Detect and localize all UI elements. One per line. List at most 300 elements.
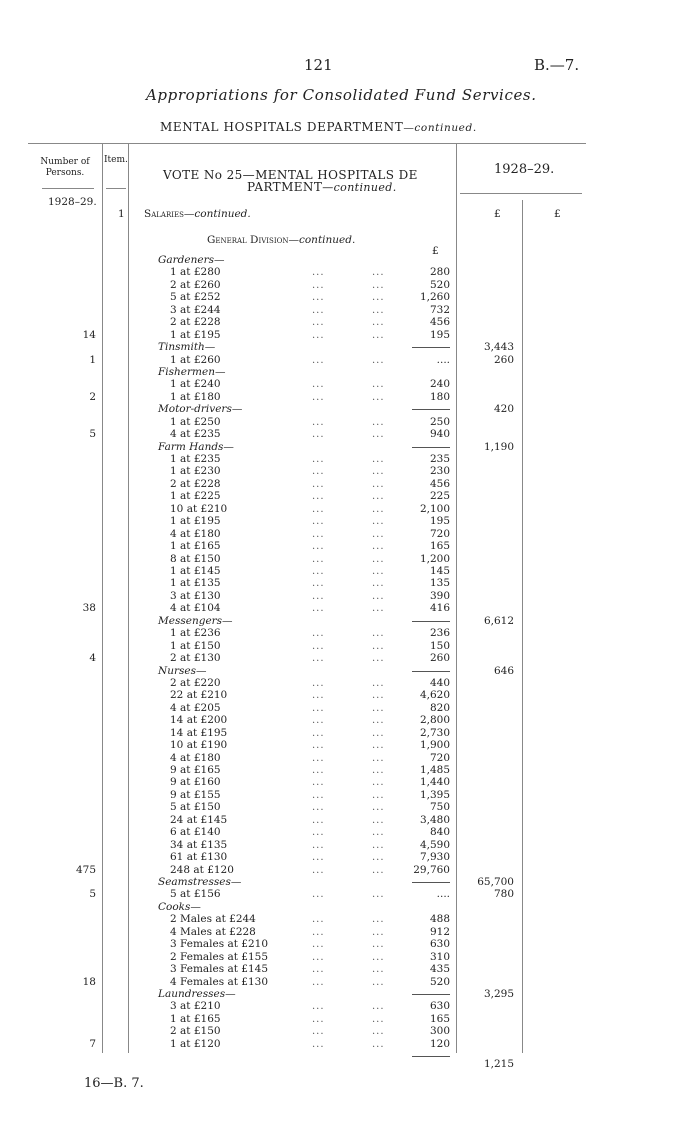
line-amount: 820 — [429, 701, 450, 714]
currency-symbol-column-a: £ — [494, 208, 501, 220]
line-amount: 840 — [429, 826, 450, 839]
line-amount: 225 — [429, 490, 450, 503]
category-row — [0, 988, 700, 1001]
line-amount: 195 — [429, 515, 450, 528]
department-name: MENTAL HOSPITALS DEPARTMENT — [160, 120, 404, 134]
department-continued: —continued. — [403, 122, 477, 134]
rate-label: 14 at £195 — [170, 726, 228, 739]
table-row — [0, 428, 700, 441]
subtotal-rule — [412, 1056, 450, 1057]
column-header-year: 1928–29. — [494, 162, 555, 177]
rate-label: 34 at £135 — [170, 838, 228, 851]
line-amount: 195 — [429, 328, 450, 341]
persons-count: 14 — [82, 328, 96, 341]
line-amount: 1,440 — [419, 776, 450, 789]
subtotal-rule — [412, 994, 450, 995]
rate-label: 2 at £150 — [170, 1025, 221, 1038]
rate-label: 10 at £210 — [170, 502, 228, 515]
group-total: 646 — [493, 664, 514, 677]
group-total: 1,190 — [483, 440, 514, 453]
leader-dots: ... — [372, 1001, 385, 1013]
leader-dots: ... — [372, 926, 385, 938]
line-amount: 630 — [429, 1000, 450, 1013]
category-label: Seamstresses— — [158, 876, 242, 888]
rate-label: 3 at £244 — [170, 303, 221, 316]
table-row — [0, 739, 700, 752]
leader-dots: ... — [312, 292, 325, 304]
leader-dots: ... — [312, 553, 325, 565]
table-row — [0, 1038, 700, 1051]
rate-label: 24 at £145 — [170, 813, 228, 826]
line-amount: 165 — [429, 1012, 450, 1025]
table-row — [0, 839, 700, 852]
category-label: Farm Hands— — [158, 440, 234, 453]
rate-label: 2 Males at £244 — [170, 913, 256, 926]
table-row — [0, 602, 700, 615]
item-number: 1 — [118, 208, 125, 220]
leader-dots: ... — [372, 516, 385, 528]
line-amount: 456 — [429, 477, 450, 490]
leader-dots: ... — [372, 690, 385, 702]
rate-label: 1 at £195 — [170, 515, 221, 528]
leader-dots: ... — [372, 677, 385, 689]
leader-dots: ... — [372, 740, 385, 752]
persons-count: 2 — [89, 390, 96, 403]
leader-dots: ... — [372, 553, 385, 565]
leader-dots: ... — [372, 317, 385, 329]
vote-title-partment: PARTMENT — [247, 180, 323, 194]
line-amount: 940 — [429, 428, 450, 441]
category-row — [0, 441, 700, 454]
leader-dots: ... — [312, 839, 325, 851]
leader-dots: ... — [372, 454, 385, 466]
table-row — [0, 652, 700, 665]
leader-dots: ... — [372, 802, 385, 814]
rate-label: 9 at £165 — [170, 764, 221, 777]
leader-dots: ... — [312, 1026, 325, 1038]
currency-symbol-column-b: £ — [554, 208, 561, 220]
leader-dots: ... — [312, 640, 325, 652]
table-row — [0, 814, 700, 827]
category-row — [0, 366, 700, 379]
salaries-continued: —continued. — [183, 208, 251, 220]
line-amount: 4,620 — [419, 689, 450, 702]
leader-dots: ... — [312, 379, 325, 391]
table-row — [0, 714, 700, 727]
document-reference: B.—7. — [534, 56, 580, 74]
persons-count: 38 — [82, 602, 96, 615]
table-row — [0, 789, 700, 802]
line-amount: 1,200 — [419, 552, 450, 565]
page-footer: 16—B. 7. — [84, 1076, 144, 1091]
table-row — [0, 801, 700, 814]
line-amount: 456 — [429, 316, 450, 329]
table-row — [0, 304, 700, 317]
line-amount: 488 — [429, 913, 450, 926]
table-row — [0, 689, 700, 702]
leader-dots: ... — [312, 354, 325, 366]
line-amount: 1,485 — [419, 764, 450, 777]
category-row — [0, 615, 700, 628]
leader-dots: ... — [312, 1001, 325, 1013]
leader-dots: ... — [372, 491, 385, 503]
persons-count: 5 — [89, 428, 96, 441]
subtotal-rule — [412, 671, 450, 672]
leader-dots: ... — [312, 267, 325, 279]
leader-dots: ... — [312, 752, 325, 764]
leader-dots: ... — [372, 789, 385, 801]
leader-dots: ... — [312, 1038, 325, 1050]
line-amount: 150 — [429, 639, 450, 652]
table-row — [0, 727, 700, 740]
rate-label: 3 at £210 — [170, 1000, 221, 1013]
rate-label: 8 at £150 — [170, 552, 221, 565]
leader-dots: ... — [372, 976, 385, 988]
subtotal-rule — [412, 621, 450, 622]
category-label: Fishermen— — [158, 365, 226, 378]
rate-label: 1 at £235 — [170, 453, 221, 466]
table-row — [0, 627, 700, 640]
table-row — [0, 279, 700, 292]
leader-dots: ... — [312, 503, 325, 515]
category-row — [0, 665, 700, 678]
leader-dots: ... — [312, 814, 325, 826]
rate-label: 2 at £228 — [170, 316, 221, 329]
rate-label: 248 at £120 — [170, 863, 234, 876]
leader-dots: ... — [312, 590, 325, 602]
line-amount: 4,590 — [419, 838, 450, 851]
category-row — [0, 254, 700, 267]
group-total: 780 — [493, 888, 514, 901]
subtotal-rule — [412, 347, 450, 348]
rate-label: 10 at £190 — [170, 739, 228, 752]
rate-label: 1 at £145 — [170, 565, 221, 577]
category-row — [0, 341, 700, 354]
table-row — [0, 677, 700, 690]
rate-label: 1 at £280 — [170, 266, 221, 279]
line-amount: 145 — [429, 565, 450, 577]
leader-dots: ... — [312, 478, 325, 490]
leader-dots: ... — [372, 951, 385, 963]
line-amount: .... — [436, 888, 450, 901]
persons-count: 5 — [89, 888, 96, 901]
rate-label: 3 at £130 — [170, 589, 221, 602]
line-amount: 235 — [429, 453, 450, 466]
inner-currency-symbol: £ — [432, 245, 439, 257]
line-amount: 260 — [429, 652, 450, 665]
leader-dots: ... — [312, 914, 325, 926]
leader-dots: ... — [372, 354, 385, 366]
leader-dots: ... — [372, 329, 385, 341]
leader-dots: ... — [312, 541, 325, 553]
page-number: 121 — [304, 56, 333, 74]
category-row — [0, 901, 700, 914]
leader-dots: ... — [312, 976, 325, 988]
rate-label: 3 Females at £210 — [170, 938, 268, 951]
vote-title-line-1: VOTE No 25—MENTAL HOSPITALS DE — [163, 168, 418, 182]
rate-label: 1 at £165 — [170, 1012, 221, 1025]
table-row — [0, 391, 700, 404]
table-row — [0, 851, 700, 864]
leader-dots: ... — [372, 628, 385, 640]
rate-label: 1 at £250 — [170, 415, 221, 428]
rate-label: 6 at £140 — [170, 826, 221, 839]
rate-label: 1 at £260 — [170, 353, 221, 366]
line-amount: 1,900 — [419, 739, 450, 752]
leader-dots: ... — [372, 603, 385, 615]
line-amount: 2,730 — [419, 726, 450, 739]
leader-dots: ... — [372, 715, 385, 727]
closing-row — [0, 1050, 700, 1071]
table-row — [0, 503, 700, 516]
group-total: 3,295 — [483, 987, 514, 1000]
leader-dots: ... — [312, 491, 325, 503]
page-title: Appropriations for Consolidated Fund Services. — [146, 86, 537, 104]
table-row — [0, 640, 700, 653]
leader-dots: ... — [312, 454, 325, 466]
rate-label: 1 at £236 — [170, 627, 221, 640]
table-row — [0, 378, 700, 391]
rate-label: 4 at £180 — [170, 527, 221, 540]
table-row — [0, 565, 700, 578]
line-amount: 3,480 — [419, 813, 450, 826]
rate-label: 2 at £130 — [170, 652, 221, 665]
leader-dots: ... — [312, 578, 325, 590]
leader-dots: ... — [312, 777, 325, 789]
leader-dots: ... — [312, 740, 325, 752]
rate-label: 2 at £220 — [170, 676, 221, 689]
rate-label: 1 at £180 — [170, 390, 221, 403]
line-amount: 416 — [429, 602, 450, 615]
line-amount: 29,760 — [413, 863, 450, 876]
table-row — [0, 540, 700, 553]
rate-label: 1 at £150 — [170, 639, 221, 652]
table-row — [0, 951, 700, 964]
leader-dots: ... — [372, 889, 385, 901]
leader-dots: ... — [312, 528, 325, 540]
table-row — [0, 478, 700, 491]
rate-label: 2 at £260 — [170, 278, 221, 291]
leader-dots: ... — [312, 939, 325, 951]
category-label: Cooks— — [158, 900, 201, 913]
leader-dots: ... — [372, 478, 385, 490]
table-row — [0, 776, 700, 789]
table-row — [0, 764, 700, 777]
table-row — [0, 963, 700, 976]
leader-dots: ... — [372, 777, 385, 789]
category-label: Motor-drivers— — [158, 403, 243, 416]
leader-dots: ... — [312, 566, 325, 577]
leader-dots: ... — [312, 416, 325, 428]
line-amount: 120 — [429, 1037, 450, 1050]
leader-dots: ... — [312, 889, 325, 901]
leader-dots: ... — [372, 279, 385, 291]
leader-dots: ... — [312, 466, 325, 478]
line-amount: 180 — [429, 390, 450, 403]
table-row — [0, 913, 700, 926]
leader-dots: ... — [372, 528, 385, 540]
leader-dots: ... — [372, 864, 385, 876]
category-row — [0, 403, 700, 416]
line-amount: 720 — [429, 527, 450, 540]
line-amount: 435 — [429, 963, 450, 976]
persons-count: 7 — [89, 1037, 96, 1050]
persons-count: 1 — [89, 353, 96, 366]
line-amount: 135 — [429, 577, 450, 590]
leader-dots: ... — [372, 292, 385, 304]
rate-label: 1 at £135 — [170, 577, 221, 590]
persons-count: 4 — [89, 652, 96, 665]
group-total: 3,443 — [483, 341, 514, 354]
table-row — [0, 826, 700, 839]
category-row — [0, 876, 700, 889]
leader-dots: ... — [372, 752, 385, 764]
category-label: Laundresses— — [158, 987, 236, 1000]
category-label: Gardeners— — [158, 254, 225, 266]
leader-dots: ... — [372, 640, 385, 652]
rate-label: 22 at £210 — [170, 689, 228, 702]
leader-dots: ... — [372, 814, 385, 826]
leader-dots: ... — [372, 503, 385, 515]
leader-dots: ... — [372, 1026, 385, 1038]
general-division-continued: —continued. — [288, 234, 356, 246]
table-row — [0, 266, 700, 279]
persons-count: 18 — [82, 975, 96, 988]
column-header-number-of-persons: Number of Persons. — [40, 157, 90, 178]
line-amount: 630 — [429, 938, 450, 951]
rate-label: 4 Males at £228 — [170, 925, 256, 938]
table-row — [0, 1025, 700, 1038]
leader-dots: ... — [312, 702, 325, 714]
table-row — [0, 1013, 700, 1026]
group-total: 260 — [493, 353, 514, 366]
rate-label: 1 at £240 — [170, 378, 221, 391]
table-row — [0, 291, 700, 304]
category-label: Tinsmith— — [158, 341, 216, 354]
table-row — [0, 888, 700, 901]
line-amount: 250 — [429, 415, 450, 428]
leader-dots: ... — [372, 727, 385, 739]
rate-label: 4 at £205 — [170, 701, 221, 714]
leader-dots: ... — [312, 789, 325, 801]
table-row — [0, 329, 700, 342]
table-row — [0, 465, 700, 478]
leader-dots: ... — [312, 603, 325, 615]
line-amount: 7,930 — [419, 851, 450, 864]
table-row — [0, 752, 700, 765]
group-total: 6,612 — [483, 614, 514, 627]
line-amount: 390 — [429, 589, 450, 602]
leader-dots: ... — [372, 379, 385, 391]
leader-dots: ... — [312, 279, 325, 291]
rate-label: 2 at £228 — [170, 477, 221, 490]
leader-dots: ... — [372, 416, 385, 428]
rate-label: 9 at £155 — [170, 788, 221, 801]
rate-label: 5 at £156 — [170, 888, 221, 901]
general-division-label: General Division — [207, 234, 289, 246]
leader-dots: ... — [372, 391, 385, 403]
leader-dots: ... — [372, 964, 385, 976]
rate-label: 4 at £235 — [170, 428, 221, 441]
table-row — [0, 938, 700, 951]
group-total: 1,215 — [483, 1058, 514, 1071]
leader-dots: ... — [312, 852, 325, 864]
rate-label: 5 at £150 — [170, 801, 221, 814]
line-amount: 310 — [429, 950, 450, 963]
subtotal-rule — [412, 447, 450, 448]
leader-dots: ... — [312, 802, 325, 814]
leader-dots: ... — [312, 677, 325, 689]
line-amount: 280 — [429, 266, 450, 279]
line-amount: 236 — [429, 627, 450, 640]
leader-dots: ... — [372, 702, 385, 714]
leader-dots: ... — [312, 317, 325, 329]
leader-dots: ... — [312, 304, 325, 316]
leader-dots: ... — [372, 1013, 385, 1025]
rate-label: 4 Females at £130 — [170, 975, 268, 988]
table-row — [0, 453, 700, 466]
salaries-label: Salaries — [144, 208, 184, 220]
rate-label: 9 at £160 — [170, 776, 221, 789]
leader-dots: ... — [312, 516, 325, 528]
line-amount: 2,800 — [419, 714, 450, 727]
leader-dots: ... — [372, 1038, 385, 1050]
leader-dots: ... — [372, 653, 385, 665]
line-amount: 230 — [429, 465, 450, 478]
group-total: 420 — [493, 403, 514, 416]
table-row — [0, 515, 700, 528]
group-total: 65,700 — [477, 876, 514, 888]
table-row — [0, 553, 700, 566]
table-row — [0, 528, 700, 541]
rate-label: 1 at £195 — [170, 328, 221, 341]
leader-dots: ... — [312, 329, 325, 341]
subtotal-rule — [412, 882, 450, 883]
category-label: Messengers— — [158, 614, 233, 627]
rate-label: 2 Females at £155 — [170, 950, 268, 963]
line-amount: 2,100 — [419, 502, 450, 515]
category-label: Nurses— — [158, 664, 207, 677]
line-amount: 520 — [429, 278, 450, 291]
leader-dots: ... — [372, 852, 385, 864]
vote-title-continued: —continued. — [322, 181, 397, 194]
rate-label: 1 at £230 — [170, 465, 221, 478]
rate-label: 4 at £180 — [170, 751, 221, 764]
leader-dots: ... — [372, 827, 385, 839]
table-row — [0, 354, 700, 367]
table-row — [0, 590, 700, 603]
leader-dots: ... — [312, 391, 325, 403]
table-row — [0, 577, 700, 590]
leader-dots: ... — [312, 926, 325, 938]
leader-dots: ... — [372, 914, 385, 926]
table-row — [0, 976, 700, 989]
rate-label: 1 at £165 — [170, 540, 221, 553]
leader-dots: ... — [312, 827, 325, 839]
line-amount: 1,395 — [419, 788, 450, 801]
subtotal-rule — [412, 409, 450, 410]
rate-label: 1 at £225 — [170, 490, 221, 503]
leader-dots: ... — [372, 429, 385, 441]
leader-dots: ... — [312, 715, 325, 727]
leader-dots: ... — [312, 864, 325, 876]
rate-label: 4 at £104 — [170, 602, 221, 615]
leader-dots: ... — [372, 541, 385, 553]
table-row — [0, 926, 700, 939]
table-row — [0, 1000, 700, 1013]
line-amount: 520 — [429, 975, 450, 988]
leader-dots: ... — [312, 964, 325, 976]
